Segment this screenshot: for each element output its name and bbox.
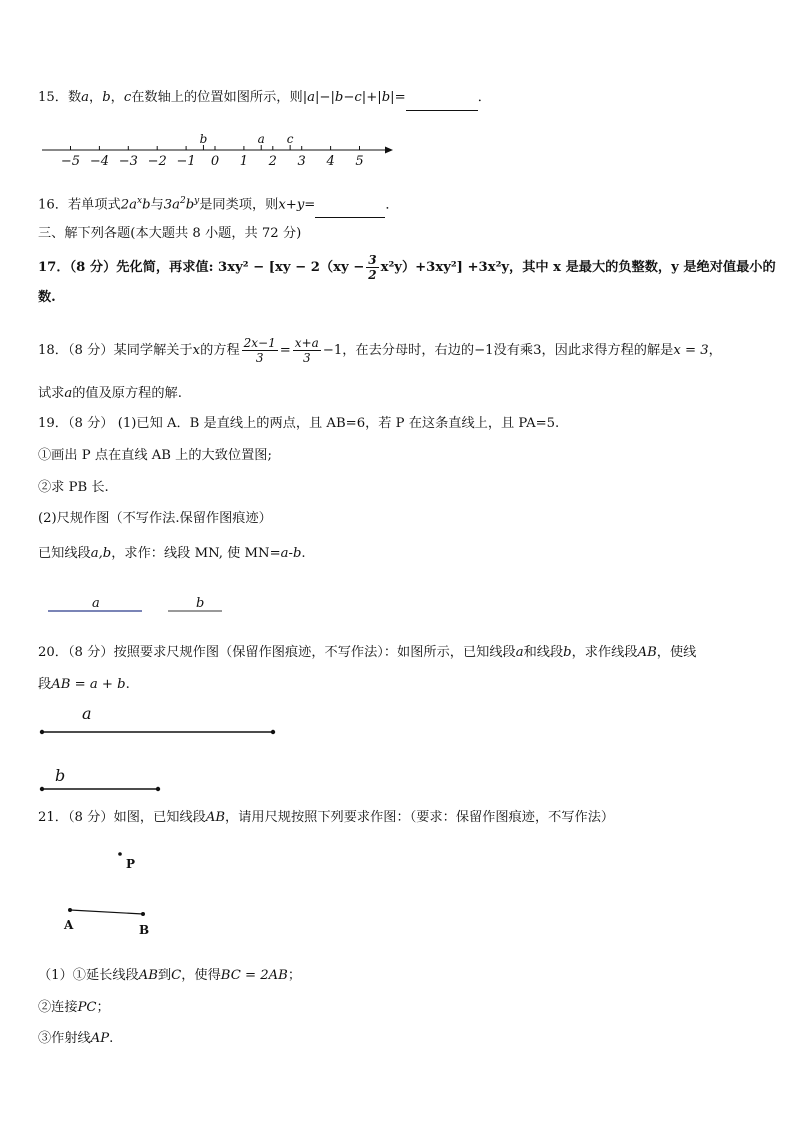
point-label-a: a [257,132,265,146]
var-pc: PC [77,1000,97,1015]
q18-text-d: ， [708,343,722,358]
q19-line-5 [38,544,306,564]
fraction-denominator: 3 [302,351,311,365]
q21-text-a: 21．（8 分）如图，已知线段 [38,810,206,825]
q19-line-1: 19．（8 分） (1)已知 A．B 是直线上的两点，且 AB=6，若 P 在这条直线上，且 PA=5. [38,416,560,431]
q18-line-2 [38,384,182,404]
q19-line-2: ①画出 P 点在直线 AB 上的大致位置图; [38,448,272,463]
endpoint [156,787,160,791]
q15-label: 15．数 [38,90,82,105]
q21-s1-text-b: 到 [157,968,172,983]
q16-line [38,191,399,218]
q20-line-1 [38,643,696,663]
q21-step-3 [38,1029,113,1049]
equals-sign: = [279,343,291,358]
monomial-1: 2a [120,197,137,213]
endpoint [40,730,44,734]
label-p: P [126,857,136,871]
segment-a-label: a [82,704,92,723]
tick-label: −5 [60,154,81,169]
q21-s2-text: ②连接 [38,1000,78,1015]
var-ab: AB [637,645,657,660]
var-ab: AB [138,968,158,983]
q15-line [38,88,491,111]
q16-end: ． [385,197,399,213]
tick-label: −2 [147,154,167,169]
q21-step-1 [38,966,301,986]
q18-solution: x = 3 [673,343,709,358]
vars-ab: a,b [90,546,112,561]
tick-label: −4 [89,154,109,169]
monomial-1-tail: b [142,197,151,213]
q21-step-2 [38,998,110,1018]
q19-text-b: ，求作：线段 MN, 使 MN= [111,546,281,561]
q21-expression: BC = 2AB [220,968,288,983]
q20-end: . [125,677,130,692]
sep: ， [89,90,103,105]
q17-line-1 [38,253,776,282]
tick-label: −3 [118,154,138,169]
q20-text-d: ，使线 [656,645,697,660]
segment-ab [70,910,143,914]
q16-expression: x+y= [278,197,316,213]
var-a: a [515,645,524,660]
tick-label: 0 [210,154,220,169]
exponent: x [136,196,143,206]
section-heading: 三、解下列各题(本大题共 8 小题，共 72 分) [38,226,302,241]
number-line [0,130,794,170]
fraction-right [293,336,321,365]
fraction-denominator: 3 [255,351,264,365]
endpoint [271,730,275,734]
q21-text-b: ，请用尺规按照下列要求作图：（要求：保留作图痕迹，不写作法） [225,810,615,825]
fraction-numerator: 2x−1 [243,336,276,350]
tick-label: 3 [297,154,306,169]
q20-text-b: 和线段 [523,645,564,660]
q15-expression: |a|−|b−c|+|b|= [302,90,406,105]
point-label-c: c [286,132,294,146]
exponent: y [194,196,200,206]
q21-s1-text-a: （1）①延长线段 [38,968,139,983]
point-b [141,912,145,916]
tick-label: 1 [239,154,249,169]
q18-text-f: 的值及原方程的解. [72,386,182,401]
fraction-numerator: 3 [368,253,377,267]
q20-text-e: 段 [38,677,52,692]
q21-s1-text-c: ，使得 [181,968,221,983]
var-ap: AP [90,1031,110,1046]
exponent: 2 [179,196,186,206]
monomial-2: 3a [163,197,180,213]
q21-s2-end: ； [96,1000,110,1015]
fraction [366,253,378,282]
q19-line-4: (2)尺规作图（不写作法.保留作图痕迹） [38,511,272,526]
monomial-2-tail: b [185,197,195,213]
var-ab: AB [205,810,226,825]
segment-a-label: a [92,596,100,611]
q18-text-a: 18．（8 分）某同学解关于 [38,343,193,358]
axis-arrow [385,147,393,154]
q19-line-3: ②求 PB 长. [38,480,109,495]
q16-conj: 与 [150,197,164,213]
q20-expression: AB = a + b [51,677,126,692]
segment-b-label: b [55,766,66,785]
var-b: b [563,645,572,660]
segment-a-figure [0,596,300,616]
q16-label: 16．若单项式 [38,197,121,213]
q21-s3-end: . [109,1031,114,1046]
q17-line-2: 数. [38,290,56,305]
fraction-numerator: x+a [294,336,319,350]
q21-line-1 [38,808,614,828]
label-a: A [64,918,74,932]
answer-blank[interactable] [315,197,385,218]
q17-text-a: 17．（8 分）先化简，再求值: 3xy² − [xy − 2（xy − [38,260,365,275]
q19-expression: a-b [280,546,302,561]
q21-s1-end: ； [287,968,302,983]
q17-text-b: x²y）+3xy²] +3x²y，其中 x 是最大的负整数，y 是绝对值最小的 [380,260,776,275]
var-a: a [64,386,73,401]
q18-text-c: −1，在去分母时，右边的−1没有乘3，因此求得方程的解是 [322,343,674,358]
fraction-left [242,336,278,365]
var-x: x [192,343,201,358]
q20-line-2 [38,675,130,695]
point-a [68,908,72,912]
q18-text-e: 试求 [38,386,65,401]
var-a: a [81,90,90,105]
q21-s3-text: ③作射线 [38,1031,91,1046]
point-p [118,852,122,856]
point-label-b: b [199,132,208,146]
q20-text-c: ，求作线段 [571,645,638,660]
tick-label: 4 [326,154,335,169]
q18-text-b: 的方程 [200,343,240,358]
var-b: b [102,90,111,105]
tick-label: 2 [268,154,277,169]
sep: ， [110,90,124,105]
q20-text-a: 20．（8 分）按照要求尺规作图（保留作图痕迹，不写作法）：如图所示，已知线段 [38,645,516,660]
answer-blank[interactable] [406,90,478,111]
var-c: C [171,968,182,983]
var-c: c [123,90,132,105]
q19-end: . [301,546,306,561]
q15-text: 在数轴上的位置如图所示，则 [131,90,303,105]
tick-label: 5 [355,154,364,169]
q18-line-1 [38,336,722,365]
q20-segments-figure [0,720,300,800]
q15-end: ． [477,90,491,105]
tick-label: −1 [176,154,196,169]
q21-figure [0,840,300,940]
label-b: B [139,923,150,937]
endpoint [40,787,44,791]
q16-text: 是同类项，则 [199,197,279,213]
q19-text-a: 已知线段 [38,546,91,561]
segment-b-label: b [196,596,205,611]
fraction-denominator: 2 [368,268,377,282]
